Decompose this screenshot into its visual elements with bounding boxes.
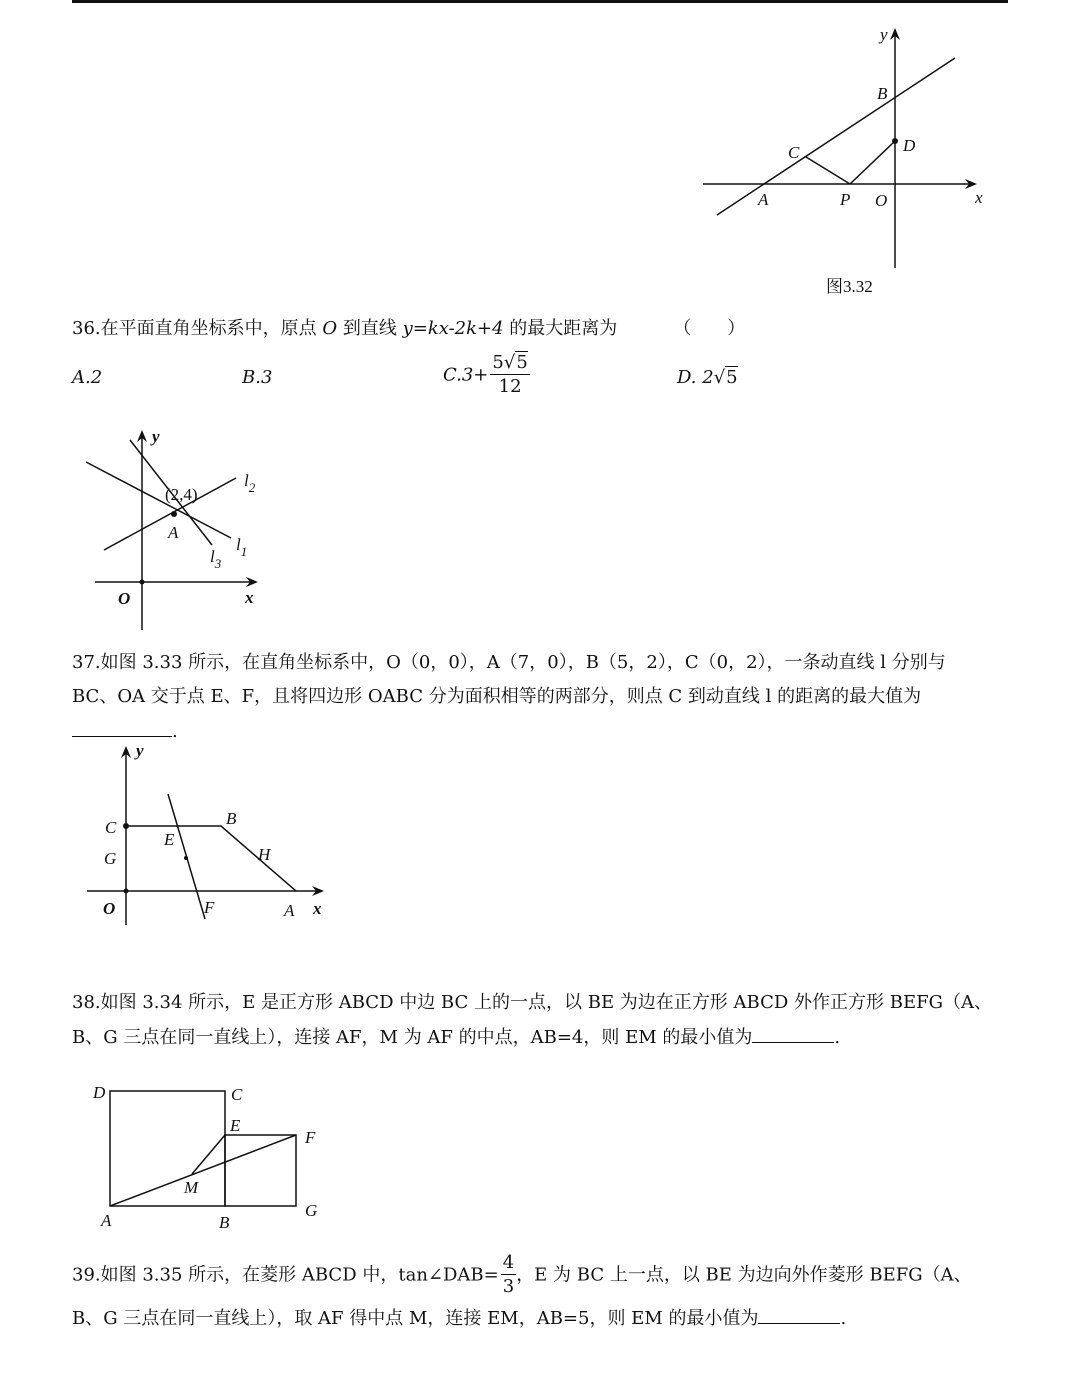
q38-line-1: 38.如图 3.34 所示，E 是正方形 ABCD 中边 BC 上的一点，以 BE 为边在正方形 ABCD 外作正方形 BEFG（A、: [72, 992, 992, 1013]
label-a: A: [168, 523, 179, 542]
q36-option-c-coef: 5: [492, 352, 504, 373]
q39-frac-den: 3: [502, 1276, 515, 1297]
q36-option-d-prefix: D. 2: [677, 367, 714, 388]
label-x: x: [975, 188, 983, 207]
q36-line: y=kx-2k+4: [402, 318, 504, 339]
label-a: A: [284, 901, 295, 920]
figure-caption: 图3.32: [826, 277, 873, 296]
q39-frac-num: 4: [502, 1252, 515, 1273]
label-point: (2,4): [165, 485, 198, 504]
l3-letter: l: [210, 547, 215, 566]
label-d: D: [903, 136, 916, 155]
question-39: [72, 1252, 1008, 1339]
q37-end: .: [172, 721, 178, 742]
q39-end: .: [840, 1308, 847, 1329]
q39-line-2-text: B、G 三点在同一直线上），取 AF 得中点 M，连接 EM，AB=5，则 EM 的最小值为: [72, 1308, 759, 1329]
label-a: A: [758, 190, 769, 209]
label-c: C: [231, 1085, 243, 1104]
label-g: G: [104, 849, 117, 868]
square-abcd: [110, 1091, 225, 1206]
q36-prefix: 36.在平面直角坐标系中，原点: [72, 318, 323, 339]
q39-line-1: [72, 1252, 1008, 1299]
q37-line-2: BC、OA 交于点 E、F，且将四边形 OABC 分为面积相等的两部分，则点 C 到动直线 l 的距离的最大值为: [72, 686, 922, 707]
label-y: y: [136, 741, 144, 760]
label-y: y: [880, 25, 888, 44]
q36-option-d: D. 2√5: [677, 367, 738, 388]
label-d: D: [93, 1083, 106, 1102]
label-y: y: [152, 427, 160, 446]
q36-option-c-rad: 5: [516, 352, 528, 373]
q37-line-1: 37.如图 3.33 所示，在直角坐标系中，O（0，0），A（7，0），B（5，2），C（0，2），一条动直线 l 分别与: [72, 652, 946, 673]
l1-sub: 1: [240, 544, 248, 559]
label-a: A: [101, 1211, 112, 1230]
q38-line-2-text: B、G 三点在同一直线上），连接 AF，M 为 AF 的中点，AB=4，则 EM 的最小值为: [72, 1027, 753, 1048]
q36-o: O: [322, 318, 338, 339]
q36-suffix: 的最大距离为: [503, 318, 618, 339]
label-c: C: [105, 818, 117, 837]
label-g: G: [305, 1201, 318, 1220]
label-p: P: [840, 190, 851, 209]
label-e: E: [230, 1116, 241, 1135]
l2-letter: l: [244, 471, 249, 490]
label-b: B: [226, 809, 237, 828]
q36-option-c-prefix: C.3+: [443, 364, 489, 386]
q39-line-2: [72, 1299, 1008, 1339]
label-f: F: [204, 898, 215, 917]
q36-mid: 到直线: [337, 318, 403, 339]
label-b: B: [219, 1213, 230, 1232]
label-b: B: [877, 84, 888, 103]
l2-sub: 2: [248, 480, 256, 495]
q39-line-1-prefix: 39.如图 3.35 所示，在菱形 ABCD 中，tan∠DAB=: [72, 1264, 499, 1286]
label-o: O: [875, 191, 888, 210]
square-befg: [225, 1135, 296, 1206]
q36-option-c-den: 12: [498, 376, 522, 397]
q36-option-c-fraction: $\frac{5√5}{12}$: [492, 352, 528, 397]
label-x: x: [313, 899, 322, 918]
l1-letter: l: [236, 535, 241, 554]
label-m: M: [184, 1178, 199, 1197]
l3-sub: 3: [214, 556, 222, 571]
segment-af: [110, 1135, 296, 1206]
label-o: O: [118, 589, 131, 608]
label-c: C: [788, 143, 800, 162]
q36-option-d-rad: 5: [726, 367, 738, 388]
label-o: O: [103, 899, 116, 918]
label-f: F: [305, 1128, 316, 1147]
q39-line-1-suffix: ，E 为 BC 上一点，以 BE 为边向外作菱形 BEFG（A、: [516, 1264, 972, 1286]
label-h: H: [258, 845, 271, 864]
q36-paren: （ ）: [673, 318, 746, 339]
q39-answer-blank: [758, 1301, 840, 1324]
q39-fraction: [501, 1252, 516, 1299]
label-e: E: [164, 830, 175, 849]
q38-end: .: [834, 1027, 841, 1048]
q36-option-b: B.3: [242, 367, 273, 388]
q36-option-a: A.2: [72, 367, 103, 388]
label-x: x: [245, 588, 254, 607]
